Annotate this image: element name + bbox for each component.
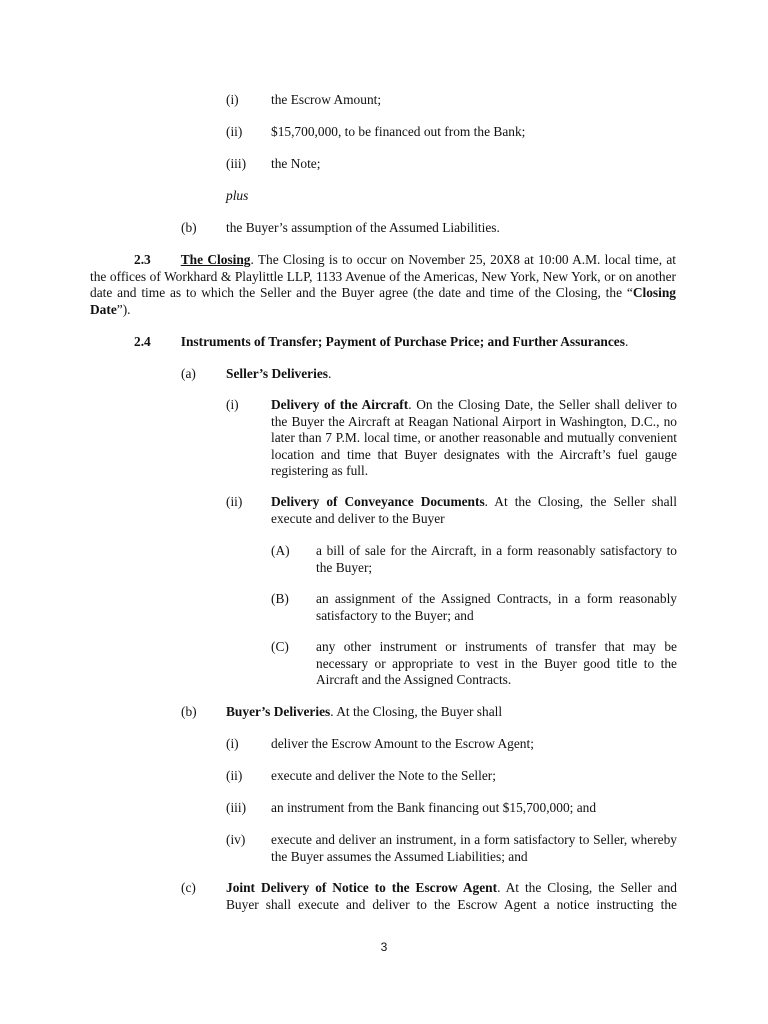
subsection-title: Joint Delivery of Notice to the Escrow Agent	[226, 880, 498, 895]
list-label: (i)	[226, 397, 239, 412]
section-title: The Closing	[180, 252, 251, 267]
plus-word: plus	[226, 188, 249, 203]
list-label: (B)	[271, 591, 289, 606]
list-label: (ii)	[226, 494, 243, 509]
list-label: (ii)	[226, 124, 243, 139]
list-label: (c)	[181, 880, 196, 895]
list-item-text: $15,700,000, to be financed out from the Bank;	[271, 124, 526, 139]
subsection-title: Buyer’s Deliveries	[226, 704, 331, 719]
list-label: (b)	[181, 220, 197, 235]
subsection-a-heading	[226, 366, 331, 383]
section-text-end: ”).	[116, 301, 131, 317]
item-text: . On the Closing Date, the Seller shall deliver to the Buyer the Aircraft at Reagan National Airport in Washington, D.C., no later than 7 P.M. local time, or another reasonable and mutually convenient location and time that Buyer designates with the Aircraft’s fuel gauge registering as full.	[271, 397, 677, 478]
list-label: (A)	[271, 543, 290, 558]
list-item-text: the Escrow Amount;	[271, 92, 382, 107]
section-2-4-heading	[134, 334, 628, 351]
item-title: Delivery of Conveyance Documents	[271, 494, 485, 509]
list-label: (i)	[226, 92, 239, 107]
section-title-end: .	[624, 334, 629, 349]
list-item-text: an assignment of the Assigned Contracts, in a form reasonably satisfactory to the Buyer; and	[316, 591, 677, 623]
subsection-title-end: .	[328, 366, 332, 381]
subsection-b-heading	[226, 704, 502, 721]
item-title: Delivery of the Aircraft	[271, 397, 409, 412]
section-number: 2.3	[134, 252, 151, 267]
list-label: (ii)	[226, 768, 243, 783]
section-text: . The Closing is to occur on November 25, 20X8 at 10:00 A.M. local time, at the offices of Workhard & Playlittle LLP, 1133 Avenue of the Americas, New York, New York, or on another date and time as to which the Seller and the Buyer agree (the date and time of the Closing, the “	[90, 252, 676, 300]
list-item-text: the Note;	[271, 156, 321, 171]
list-label: (i)	[226, 736, 239, 751]
list-label: (iii)	[226, 800, 247, 815]
defined-term: Closing Date	[90, 285, 676, 317]
page-number: 3	[380, 940, 388, 954]
subsection-text: . At the Closing, the Seller and Buyer shall execute and deliver to the Escrow Agent a notice instructing the	[226, 880, 677, 912]
list-item-text: an instrument from the Bank financing out $15,700,000; and	[271, 800, 597, 815]
list-item-text: execute and deliver an instrument, in a form satisfactory to Seller, whereby the Buyer assumes the Assumed Liabilities; and	[271, 832, 677, 864]
list-label: (iii)	[226, 156, 247, 171]
section-number: 2.4	[134, 334, 151, 349]
subsection-text: . At the Closing, the Buyer shall	[330, 704, 503, 719]
list-label: (b)	[181, 704, 197, 719]
list-item-text: the Buyer’s assumption of the Assumed Liabilities.	[226, 220, 500, 235]
list-item-text: a bill of sale for the Aircraft, in a form reasonably satisfactory to the Buyer;	[316, 543, 677, 575]
list-label: (C)	[271, 639, 289, 654]
list-item-text: any other instrument or instruments of transfer that may be necessary or appropriate to vest in the Buyer good title to the Aircraft and the Assigned Contracts.	[316, 639, 677, 687]
delivery-of-conveyance-documents	[271, 494, 677, 527]
list-item-text: execute and deliver the Note to the Seller;	[271, 768, 496, 783]
item-text: . At the Closing, the Seller shall execute and deliver to the Buyer	[271, 494, 677, 526]
subsection-title: Seller’s Deliveries	[226, 366, 328, 381]
joint-delivery-of-notice	[226, 880, 677, 913]
list-item-text: deliver the Escrow Amount to the Escrow Agent;	[271, 736, 534, 751]
list-label: (a)	[181, 366, 196, 381]
section-2-3	[90, 252, 676, 318]
section-title: Instruments of Transfer; Payment of Purchase Price; and Further Assurances	[180, 334, 625, 349]
list-label: (iv)	[226, 832, 246, 847]
delivery-of-aircraft	[271, 397, 677, 480]
